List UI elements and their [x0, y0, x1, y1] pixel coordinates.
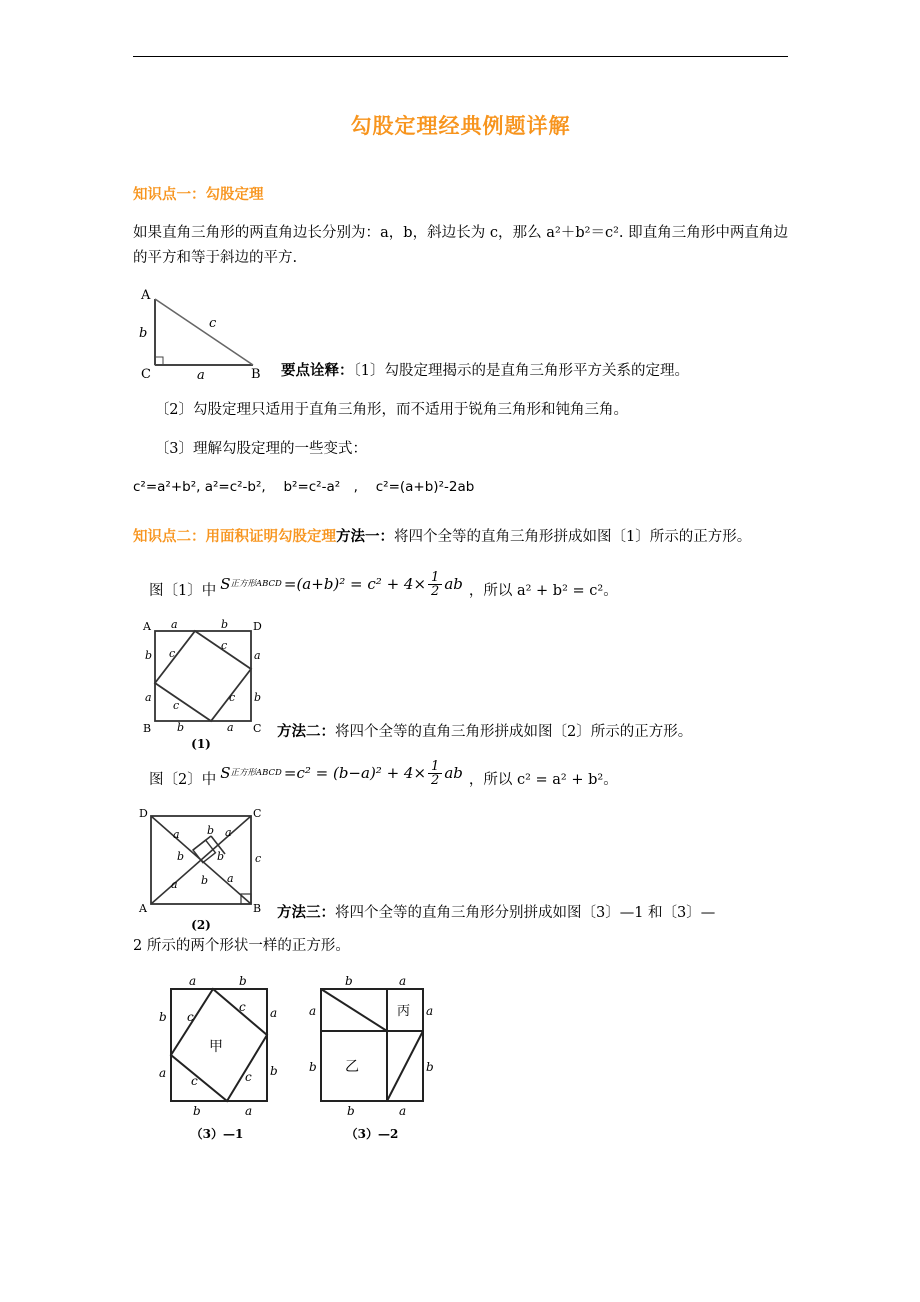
figure-1-inner-0: c — [169, 647, 176, 661]
method-3-label: 方法三： — [277, 904, 335, 922]
figure-3-1-edge-5: b — [270, 1063, 278, 1078]
figure-3-2-edge-0: b — [345, 973, 353, 988]
figure-1-corner-b: B — [143, 722, 152, 736]
formula-2-fraction-numerator: 1 — [431, 759, 440, 775]
formula-1-expression: S 正方形ABCD =(a+b)² = c² + 4× $\frac{1}{2}$ ab — [220, 570, 463, 600]
figure-3-1-edge-0: a — [189, 973, 197, 988]
figure-right-triangle — [133, 285, 273, 384]
triangle-vertex-b-label: B — [251, 367, 261, 381]
figure-3-2-edge-4: b — [309, 1059, 317, 1074]
formula-2-expression: S 正方形ABCD =c² = (b−a)² + 4× $\frac{1}{2}$ ab — [220, 759, 463, 789]
formula-1-lead: 图〔1〕中 — [149, 582, 217, 599]
formula-2-row — [133, 759, 788, 792]
formula-2-fraction-denominator: 2 — [428, 773, 442, 787]
figure-3-1-edge-2: b — [159, 1009, 167, 1024]
figure-2-label-6: a — [171, 878, 178, 892]
figure-2-label-2: a — [225, 826, 232, 840]
figure-2-svg — [133, 806, 269, 916]
formula-1-row — [133, 570, 788, 603]
formula-2-lead: 图〔2〕中 — [149, 771, 217, 788]
figure-1-caption: (1) — [191, 737, 211, 752]
note-item-2: 〔2〕勾股定理只适用于直角三角形，而不适用于锐角三角形和钝角三角。 — [154, 402, 628, 419]
figure-1-edge-5: b — [254, 691, 262, 705]
formula-2-body: =c² = (b−a)² + 4× — [283, 763, 427, 782]
formula-2-fraction-tail: ab — [444, 763, 463, 782]
formula-1-fraction-numerator: 1 — [431, 570, 440, 586]
figure-3-2-region-label-big: 乙 — [345, 1058, 359, 1075]
figure-2-label-8: c — [255, 852, 262, 866]
figure-2-caption: (2) — [191, 918, 211, 933]
figure-2-corner-a: A — [139, 902, 147, 916]
figure-3-2-edge-1: a — [399, 973, 407, 988]
figure-1-svg — [133, 617, 269, 735]
figure-3-2-region-label-small: 丙 — [397, 1003, 411, 1019]
note-label: 要点诠释： — [281, 362, 354, 380]
triangle-leg-b-label: b — [139, 326, 148, 342]
figure-3-1-edge-4: a — [159, 1065, 167, 1080]
figure-2-label-5: b — [201, 874, 209, 888]
triangle-leg-a-label: a — [197, 368, 205, 381]
header-rule — [133, 56, 788, 57]
triangle-hypotenuse-c-label: c — [209, 316, 217, 332]
figure-3-1-inner-2: c — [191, 1073, 198, 1088]
figure-3-1 — [147, 973, 287, 1142]
figure-3-2-edge-3: a — [426, 1003, 434, 1018]
figure-right-triangle-row — [133, 285, 788, 384]
theorem-statement: 如果直角三角形的两直角边长分别为：a，b，斜边长为 c，那么 a²＋b²＝c². 即直角三角形中两直角边的平方和等于斜边的平方. — [133, 225, 788, 267]
figure-3-1-edge-1: b — [239, 973, 247, 988]
formula-1-body: =(a+b)² = c² + 4× — [283, 574, 427, 593]
formula-2-fraction — [428, 760, 442, 787]
figure-3-2-edge-2: a — [309, 1003, 317, 1018]
figure-1-corner-d: D — [253, 620, 262, 634]
triangle-vertex-a-label: A — [141, 288, 151, 304]
figure-3-1-edge-6: b — [193, 1103, 201, 1118]
method-2-text: 将四个全等的直角三角形拼成如图〔2〕所示的正方形。 — [335, 724, 693, 741]
figure-2-label-3: b — [177, 850, 185, 864]
figure-2-label-7: a — [227, 872, 234, 886]
method-1-text: 将四个全等的直角三角形拼成如图〔1〕所示的正方形。 — [394, 529, 752, 546]
figure-3-1-edge-3: a — [270, 1005, 278, 1020]
method-3-text-line-1: 将四个全等的直角三角形分别拼成如图〔3〕—1 和〔3〕— — [335, 905, 716, 922]
note-item-3: 〔3〕理解勾股定理的一些变式： — [154, 440, 367, 457]
figure-3-1-inner-0: c — [187, 1009, 194, 1024]
page-title: 勾股定理经典例题详解 — [350, 114, 571, 138]
right-triangle-svg — [133, 285, 273, 380]
formula-1-conclusion: ，所以 a² + b² = c²。 — [468, 582, 618, 599]
figure-1-inner-2: c — [173, 699, 180, 713]
section-heading-2-row — [133, 525, 788, 550]
figure-2-corner-c: C — [253, 807, 262, 821]
figure-2-corner-b: B — [253, 902, 262, 916]
figure-3-2-caption: （3）—2 — [345, 1126, 399, 1141]
figure-3-2-svg — [297, 973, 447, 1123]
figure-3-1-svg — [147, 973, 287, 1123]
theorem-variants: c²=a²+b², a²=c²-b², b²=c²-a² , c²=(a+b)²-2ab — [133, 478, 475, 495]
figure-3-2-edge-5: b — [426, 1059, 434, 1074]
figure-1-edge-7: a — [227, 721, 234, 735]
figure-2-label-0: a — [173, 828, 180, 842]
note-first-line — [273, 359, 788, 384]
figure-3-row — [133, 973, 788, 1142]
figure-1-inner-3: c — [229, 691, 236, 705]
figure-3-1-edge-7: a — [245, 1103, 253, 1118]
section-heading-1: 知识点一：勾股定理 — [133, 187, 264, 204]
figure-2 — [133, 806, 269, 932]
formula-1-fraction — [428, 571, 442, 598]
figure-1-edge-3: a — [254, 649, 261, 663]
method-2-row — [269, 720, 788, 751]
figure-1-corner-a: A — [143, 620, 151, 634]
method-1-label: 方法一： — [336, 528, 394, 546]
note-item-1: 〔1〕勾股定理揭示的是直角三角形平方关系的定理。 — [353, 363, 689, 380]
method-3-text-line-2: 2 所示的两个形状一样的正方形。 — [133, 938, 350, 955]
figure-1 — [133, 617, 269, 751]
figure-1-edge-1: b — [221, 618, 229, 632]
figure-1-edge-6: b — [177, 721, 185, 735]
figure-3-1-region-label: 甲 — [209, 1038, 223, 1055]
triangle-vertex-c-label: C — [141, 367, 151, 381]
formula-2-symbol: S — [220, 763, 231, 782]
formula-1-fraction-denominator: 2 — [428, 584, 442, 598]
figure-3-2 — [297, 973, 447, 1142]
figure-1-corner-c: C — [253, 722, 262, 736]
figure-1-inner-1: c — [221, 639, 228, 653]
figure-3-1-inner-3: c — [245, 1069, 252, 1084]
method-2-label: 方法二： — [277, 723, 335, 741]
figure-2-corner-d: D — [139, 807, 148, 821]
figure-2-label-4: b — [217, 850, 225, 864]
formula-1-fraction-tail: ab — [444, 574, 463, 593]
figure-2-row — [133, 806, 788, 932]
figure-3-1-caption: （3）—1 — [190, 1126, 244, 1141]
figure-3-1-inner-1: c — [239, 999, 246, 1014]
figure-1-edge-4: a — [145, 691, 152, 705]
figure-3-2-edge-6: b — [347, 1103, 355, 1118]
formula-1-symbol: S — [220, 574, 231, 593]
figure-1-edge-0: a — [171, 618, 178, 632]
figure-2-label-1: b — [207, 824, 215, 838]
document-content — [133, 100, 788, 1142]
figure-1-edge-2: b — [145, 649, 153, 663]
figure-3-2-edge-7: a — [399, 1103, 407, 1118]
figure-1-row — [133, 617, 788, 751]
formula-2-conclusion: ，所以 c² = a² + b²。 — [468, 771, 618, 788]
section-heading-2: 知识点二：用面积证明勾股定理 — [133, 529, 336, 546]
method-3-row — [269, 901, 788, 932]
